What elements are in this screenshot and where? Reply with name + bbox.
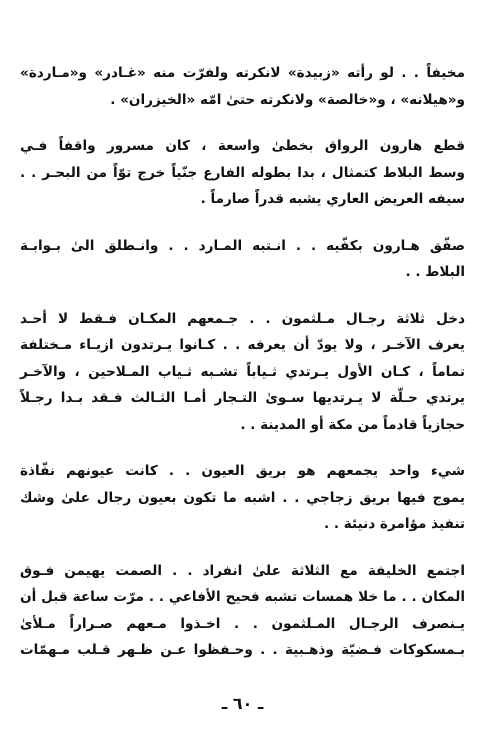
text-line: يعرف الآخـر ، ولا يودّ أن يعرفه . . كـانوا يـرتدون ازيـاء مـختلفة	[20, 337, 465, 353]
text-line: تنفيذ مؤامرة دنيئة . .	[323, 516, 465, 532]
paragraph	[20, 558, 465, 664]
paragraph	[20, 60, 465, 113]
paragraph	[20, 458, 465, 538]
text-line: شيء واحد يجمعهم هو بريق العيون . . كانت عيونهم نفّاذة	[20, 463, 465, 479]
text-line: دخل ثلاثة رجـال مـلثمون . . جـمعهم المكـان فـقط لا أحـد	[20, 310, 465, 327]
text-line: و«هيلانه» ، و«خالصة» ولانكرته حتىٰ امّه «الخيزران» .	[110, 91, 465, 108]
text-line: صفّق هـارون بكفّيه . . انـتبه المـارد . . وانـطلق الىٰ بـوابـة	[20, 237, 465, 254]
text-line: حجازياً قادماً من مكة أو المدينة . .	[240, 416, 465, 433]
text-line: وسط البلاط كتمثال ، بدا بطوله الفارع جنّياً خرج توّاً من البحـر . .	[20, 164, 465, 181]
paragraph	[20, 233, 465, 286]
paragraph	[20, 306, 465, 439]
body-text	[20, 60, 465, 684]
text-line: يموج فيها بريق زجاجي . . اشبه ما تكون بعيون رجال علىٰ وشك	[20, 489, 465, 506]
text-line: مخيفاً . . لو رأته «زبيدة» لانكرته ولفرّت منه «غـادر» و«مـاردة»	[20, 65, 465, 81]
text-line: يـنصرف الرجـال المـلثمون . . اخـذوا مـعهم صـراراً مـلأىٰ	[20, 615, 465, 632]
text-line: بـمسكوكات فـضيّة وذهـبية . . وحـفظوا عـن ظـهر قـلب مـهمّات	[20, 642, 465, 658]
text-line: تماماً ، كـان الأول يـرتدي ثـياباً تشـبه ثـياب المـلاحين ، والآخـر	[20, 363, 465, 380]
text-line: اجتمع الخليفة مع الثلاثة علىٰ انفراد . . الصمت يهيمن فـوق	[20, 562, 465, 579]
page-number: ـ ٦٠ ـ	[221, 694, 264, 713]
text-line: يرتدي حـلّة لا يـرتديها سـوىٰ التـجار أمـا الثـالث فـقد بـدا رجـلاً	[20, 390, 465, 406]
text-line: قطع هارون الرواق بخطىٰ واسعة ، كان مسرور واقفاً فـي	[20, 138, 465, 154]
text-line: البلاط . .	[405, 264, 465, 280]
paragraph	[20, 133, 465, 213]
text-line: سيفه العريض العاري يشبه قدراً صارماً .	[200, 191, 465, 207]
text-line: المكان . . ما خلا همسات تشبه فحيح الأفاعي . . مرّت ساعة قبل أن	[20, 589, 465, 605]
